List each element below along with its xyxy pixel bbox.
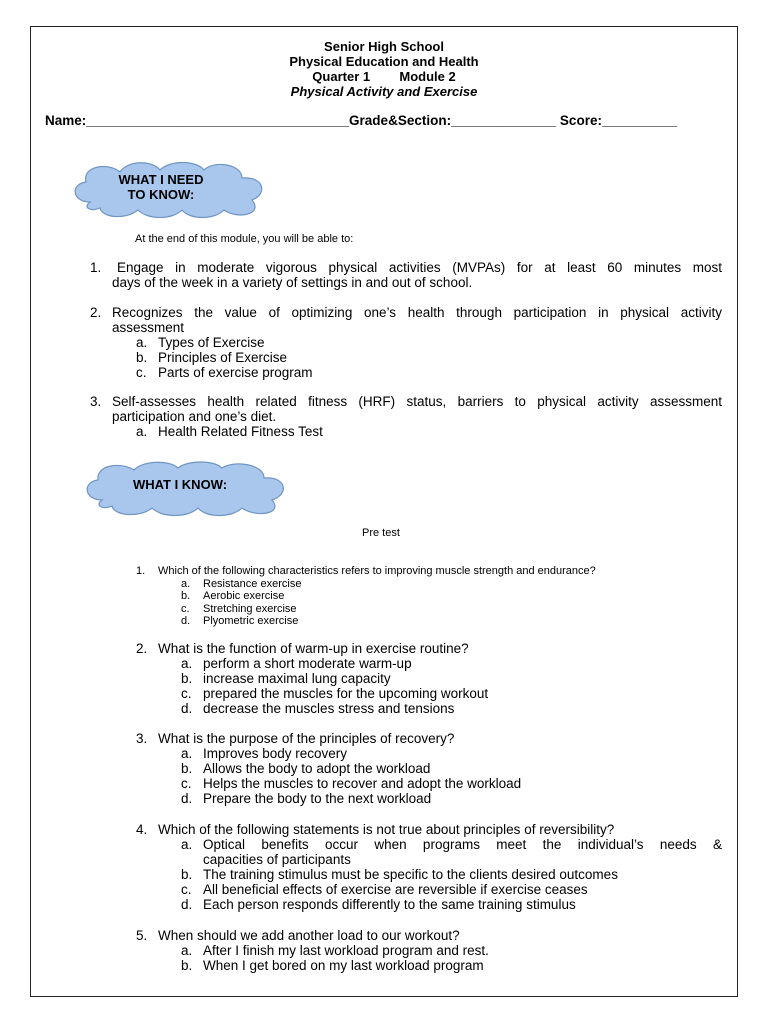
question-2-option-d: decrease the muscles stress and tensions — [203, 701, 455, 716]
objectives-intro: At the end of this module, you will be able to: — [135, 233, 354, 245]
objective-3-sub-letter: a. — [136, 424, 148, 439]
option-letter: d. — [181, 701, 193, 716]
cloud-line-2: TO KNOW: — [127, 187, 195, 202]
what-i-know-heading: WHAT I KNOW: — [132, 477, 228, 492]
objective-2-line-2: assessment — [112, 320, 185, 335]
question-1-option-b: Aerobic exercise — [203, 590, 285, 602]
option-letter: a. — [181, 943, 193, 958]
question-3-text: What is the purpose of the principles of recovery? — [158, 731, 455, 746]
subject-title: Physical Education and Health — [289, 54, 479, 69]
objective-2-sub-letter: b. — [136, 350, 148, 365]
objective-1-number: 1. — [90, 260, 102, 275]
quarter-label: Quarter 1 — [312, 69, 371, 84]
objective-2-sub-item: Principles of Exercise — [158, 350, 288, 365]
question-2-option-b: increase maximal lung capacity — [203, 671, 391, 686]
student-info-line: Name:___________________________________Grade&Section:______________ Score:__________ — [45, 113, 678, 128]
question-3-option-a: Improves body recovery — [203, 746, 348, 761]
option-letter: c. — [181, 776, 192, 791]
question-4-option-a-line-2: capacities of participants — [203, 852, 351, 867]
objective-2-sub-letter: c. — [136, 365, 147, 380]
option-letter: c. — [181, 603, 190, 615]
option-letter: b. — [181, 590, 191, 602]
option-letter: b. — [181, 958, 193, 973]
question-5-number: 5. — [136, 928, 148, 943]
objective-2-number: 2. — [90, 305, 102, 320]
option-letter: c. — [181, 882, 192, 897]
question-5-option-a: After I finish my last workload program and rest. — [203, 943, 489, 958]
objective-3-number: 3. — [90, 394, 102, 409]
question-5-text: When should we add another load to our workout? — [158, 928, 460, 943]
objective-2-line-1: Recognizes the value of optimizing one’s health through participation in physical activity — [112, 305, 722, 320]
option-letter: b. — [181, 867, 193, 882]
option-letter: d. — [181, 897, 193, 912]
question-1-option-c: Stretching exercise — [203, 603, 297, 615]
objective-3-line-1: Self-assesses health related fitness (HRF) status, barriers to physical activity assessment — [112, 394, 722, 409]
question-4-option-a-line-1: Optical benefits occur when programs meet the individual’s needs & — [203, 837, 722, 852]
question-2-number: 2. — [136, 641, 148, 656]
question-3-option-d: Prepare the body to the next workload — [203, 791, 432, 806]
option-letter: d. — [181, 615, 191, 627]
option-letter: b. — [181, 671, 193, 686]
question-4-text: Which of the following statements is not true about principles of reversibility? — [158, 822, 615, 837]
objective-1-line-2: days of the week in a variety of settings in and out of school. — [112, 275, 473, 290]
question-1-number: 1. — [136, 565, 146, 577]
option-letter: a. — [181, 746, 193, 761]
question-2-text: What is the function of warm-up in exercise routine? — [158, 641, 469, 656]
option-letter: a. — [181, 656, 193, 671]
question-4-option-c: All beneficial effects of exercise are reversible if exercise ceases — [203, 882, 588, 897]
question-3-number: 3. — [136, 731, 148, 746]
pretest-label: Pre test — [362, 527, 400, 539]
objective-1-line-1: Engage in moderate vigorous physical activities (MVPAs) for at least 60 minutes most — [117, 260, 722, 275]
question-1-option-d: Plyometric exercise — [203, 615, 299, 627]
objective-2-sub-item: Parts of exercise program — [158, 365, 313, 380]
school-level: Senior High School — [324, 39, 444, 54]
objective-2-sub-item: Types of Exercise — [158, 335, 265, 350]
objective-3-line-2: participation and one’s diet. — [112, 409, 277, 424]
cloud-line-1: WHAT I NEED — [118, 172, 204, 187]
what-i-need-to-know-heading — [96, 172, 226, 202]
question-2-option-a: perform a short moderate warm-up — [203, 656, 412, 671]
option-letter: c. — [181, 686, 192, 701]
question-1-text: Which of the following characteristics refers to improving muscle strength and endurance? — [158, 565, 596, 577]
question-4-option-b: The training stimulus must be specific to the clients desired outcomes — [203, 867, 618, 882]
question-3-option-b: Allows the body to adopt the workload — [203, 761, 431, 776]
objective-3-sub-item: Health Related Fitness Test — [158, 424, 323, 439]
option-letter: a. — [181, 837, 193, 852]
question-4-number: 4. — [136, 822, 148, 837]
question-3-option-c: Helps the muscles to recover and adopt the workload — [203, 776, 522, 791]
module-title: Physical Activity and Exercise — [290, 84, 478, 99]
question-4-option-d: Each person responds differently to the same training stimulus — [203, 897, 576, 912]
quarter-module — [0, 69, 768, 84]
question-5-option-b: When I get bored on my last workload program — [203, 958, 484, 973]
option-letter: b. — [181, 761, 193, 776]
option-letter: d. — [181, 791, 193, 806]
module-label: Module 2 — [399, 69, 456, 84]
option-letter: a. — [181, 578, 191, 590]
objective-2-sub-letter: a. — [136, 335, 148, 350]
question-1-option-a: Resistance exercise — [203, 578, 302, 590]
question-2-option-c: prepared the muscles for the upcoming workout — [203, 686, 489, 701]
